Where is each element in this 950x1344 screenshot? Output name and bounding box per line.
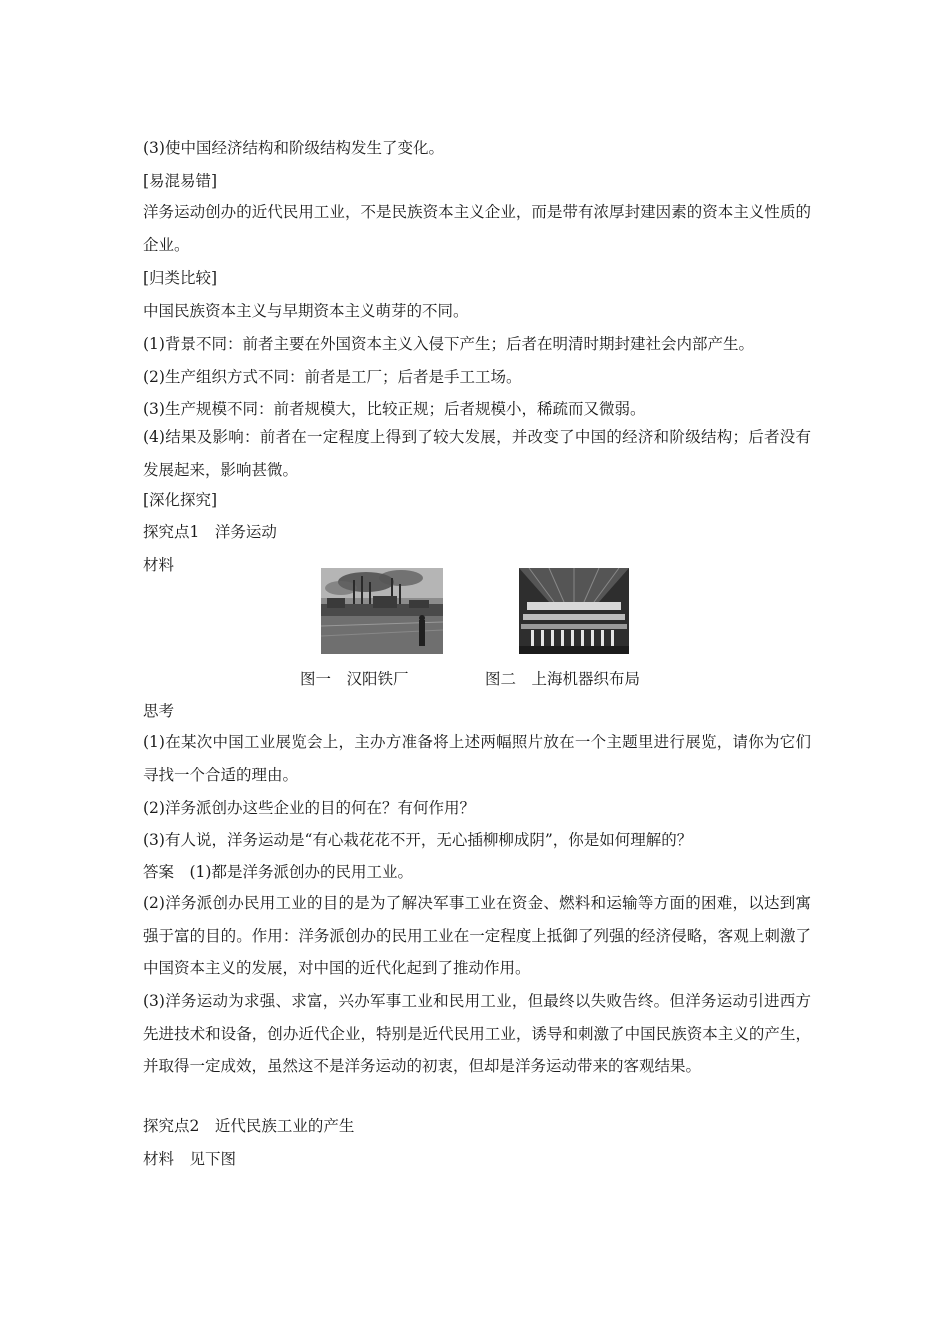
inquiry-point-1-title: 探究点1 洋务运动 bbox=[143, 523, 277, 541]
point-3-text: (3)使中国经济结构和阶级结构发生了变化。 bbox=[143, 139, 444, 157]
comparison-item-2: (2)生产组织方式不同：前者是工厂；后者是手工工场。 bbox=[143, 368, 522, 386]
comparison-intro: 中国民族资本主义与早期资本主义萌芽的不同。 bbox=[143, 302, 469, 320]
shanghai-weaving-bureau-photo bbox=[519, 568, 641, 654]
comparison-item-3: (3)生产规模不同：前者规模大，比较正规；后者规模小，稀疏而又微弱。 bbox=[143, 400, 646, 418]
question-1: (1)在某次中国工业展览会上，主办方准备将上述两幅照片放在一个主题里进行展览，请你为它们寻找一个合适的理由。 bbox=[143, 733, 811, 784]
material-label: 材料 bbox=[143, 556, 175, 574]
answer-3: (3)洋务运动为求强、求富，兴办军事工业和民用工业，但最终以失败告终。但洋务运动引进西方先进技术和设备，创办近代企业，特别是近代民用工业，诱导和刺激了中国民族资本主义的产生，并取得一定成效，虽然这不是洋务运动的初衷，但却是洋务运动带来的客观结果。 bbox=[143, 992, 811, 1075]
think-heading: 思考 bbox=[143, 702, 175, 720]
confusion-paragraph: 洋务运动创办的近代民用工业，不是民族资本主义企业，而是带有浓厚封建因素的资本主义性质的企业。 bbox=[143, 203, 811, 254]
figure-1-caption: 图一 汉阳铁厂 bbox=[300, 670, 409, 688]
material-see-below: 材料 见下图 bbox=[143, 1150, 237, 1168]
answer-2: (2)洋务派创办民用工业的目的是为了解决军事工业在资金、燃料和运输等方面的困难，以达到寓强于富的目的。作用：洋务派创办的民用工业在一定程度上抵御了列强的经济侵略，客观上刺激了中国资本主义的发展，对中国的近代化起到了推动作用。 bbox=[143, 894, 811, 977]
question-2: (2)洋务派创办这些企业的目的何在？有何作用？ bbox=[143, 799, 475, 817]
hanyang-ironworks-photo bbox=[321, 568, 443, 654]
question-3: (3)有人说，洋务运动是“有心栽花花不开，无心插柳柳成阴”，你是如何理解的？ bbox=[143, 831, 693, 849]
inquiry-point-2-title: 探究点2 近代民族工业的产生 bbox=[143, 1117, 355, 1135]
figure-2-caption: 图二 上海机器织布局 bbox=[485, 670, 641, 688]
section-heading-confusion: [易混易错] bbox=[143, 172, 218, 190]
figure-row bbox=[0, 568, 950, 658]
section-heading-comparison: [归类比较] bbox=[143, 269, 218, 287]
comparison-item-4: (4)结果及影响：前者在一定程度上得到了较大发展，并改变了中国的经济和阶级结构；后者没有发展起来，影响甚微。 bbox=[143, 428, 811, 479]
answer-1: 答案 (1)都是洋务派创办的民用工业。 bbox=[143, 863, 413, 881]
comparison-item-1: (1)背景不同：前者主要在外国资本主义入侵下产生；后者在明清时期封建社会内部产生。 bbox=[143, 335, 754, 353]
section-heading-deep-inquiry: [深化探究] bbox=[143, 491, 218, 509]
